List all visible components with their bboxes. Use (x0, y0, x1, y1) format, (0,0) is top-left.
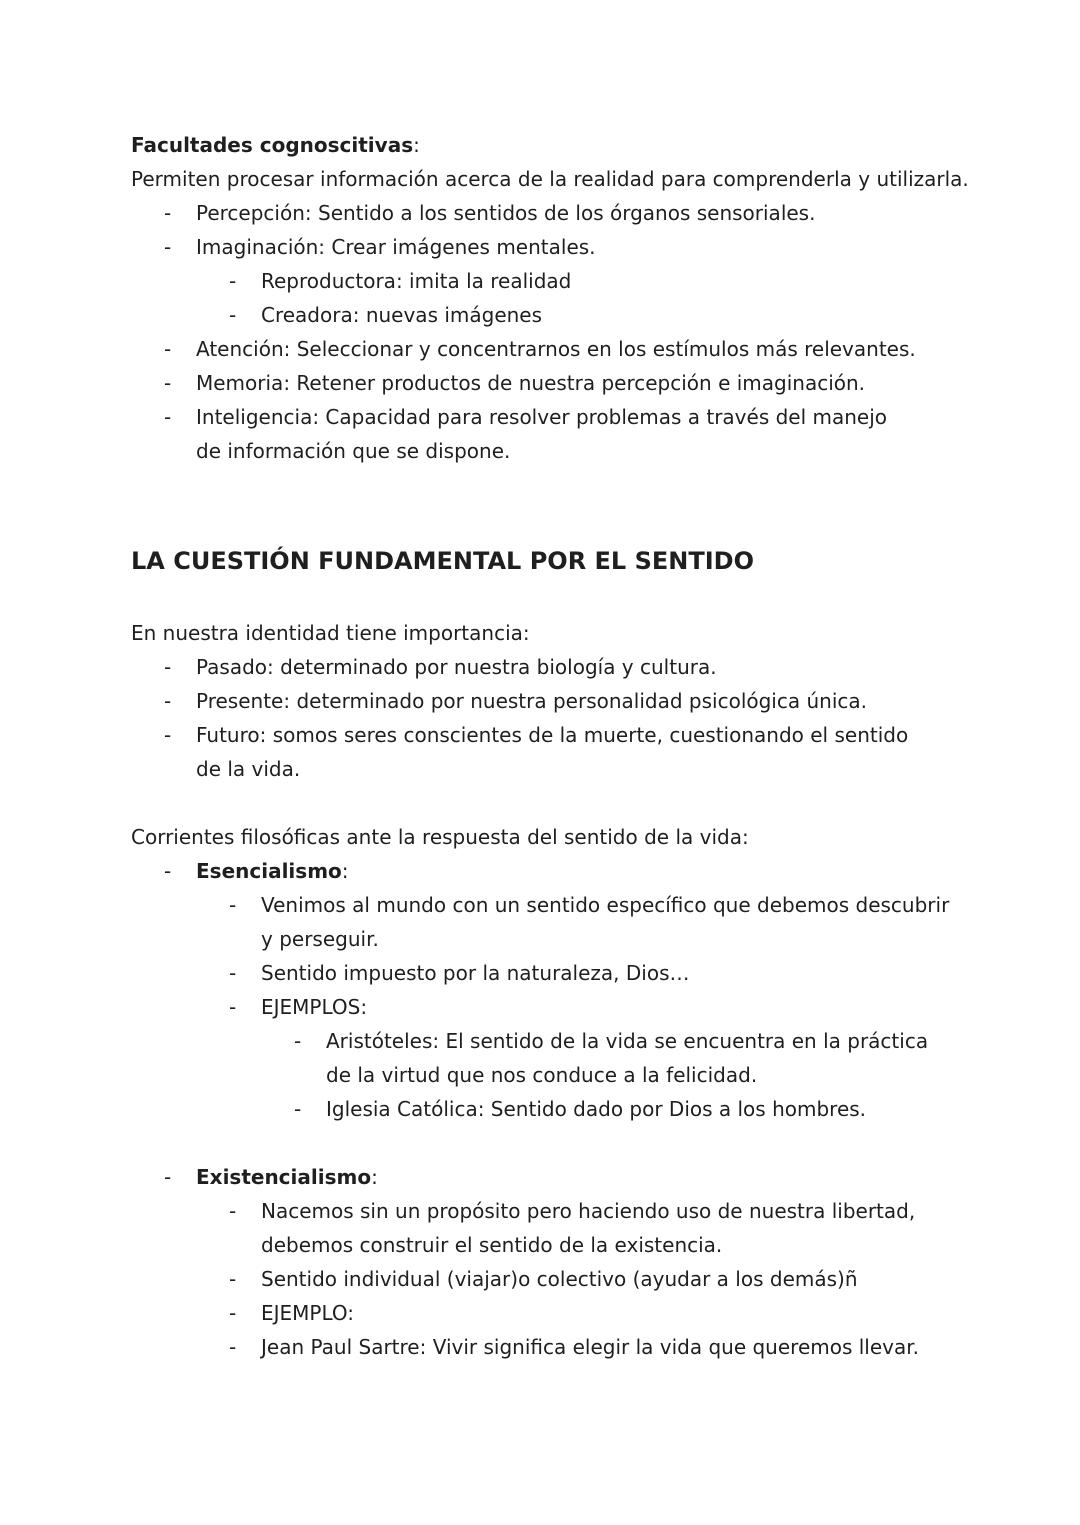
section-heading: LA CUESTIÓN FUNDAMENTAL POR EL SENTIDO (131, 547, 754, 575)
list-item-existencialismo: - Existencialismo: (164, 1165, 378, 1189)
list-item-esencialismo-1: - Venimos al mundo con un sentido específico que debemos descubrir y perseguir. (229, 893, 950, 951)
list-item-percepcion: - Percepción: Sentido a los sentidos de los órganos sensoriales. (164, 201, 816, 225)
list-item-imaginacion: - Imaginación: Crear imágenes mentales. (164, 235, 596, 259)
list-item-esencialismo-2: - Sentido impuesto por la naturaleza, Dios… (229, 961, 690, 985)
list-item-sartre: - Jean Paul Sartre: Vivir significa elegir la vida que queremos llevar. (229, 1335, 919, 1359)
list-item-pasado: - Pasado: determinado por nuestra biología y cultura. (164, 655, 717, 679)
section-intro: Permiten procesar información acerca de la realidad para comprenderla y utilizarla. (131, 167, 969, 191)
list-item-presente: - Presente: determinado por nuestra personalidad psicológica única. (164, 689, 867, 713)
list-item-memoria: - Memoria: Retener productos de nuestra percepción e imaginación. (164, 371, 866, 395)
list-item-iglesia: - Iglesia Católica: Sentido dado por Dios a los hombres. (294, 1097, 867, 1121)
list-item-futuro: - Futuro: somos seres conscientes de la muerte, cuestionando el sentido de la vida. (164, 723, 909, 781)
list-item-reproductora: - Reproductora: imita la realidad (229, 269, 572, 293)
list-item-creadora: - Creadora: nuevas imágenes (229, 303, 543, 327)
list-item-esencialismo-3: - EJEMPLOS: (229, 995, 368, 1019)
list-item-aristoteles: - Aristóteles: El sentido de la vida se encuentra en la práctica de la virtud que nos conduce a la felicidad. (294, 1029, 929, 1087)
currents-intro: Corrientes filosóficas ante la respuesta del sentido de la vida: (131, 825, 749, 849)
list-item-inteligencia: - Inteligencia: Capacidad para resolver problemas a través del manejo de información que se dispone. (164, 405, 888, 463)
list-item-existencialismo-3: - EJEMPLO: (229, 1301, 355, 1325)
section-title-facultades: Facultades cognoscitivas: (131, 133, 420, 157)
list-item-esencialismo: - Esencialismo: (164, 859, 349, 883)
list-item-existencialismo-2: - Sentido individual (viajar)o colectivo (ayudar a los demás)ñ (229, 1267, 858, 1291)
list-item-atencion: - Atención: Seleccionar y concentrarnos en los estímulos más relevantes. (164, 337, 916, 361)
identity-intro: En nuestra identidad tiene importancia: (131, 621, 530, 645)
document-page (131, 128, 969, 1364)
list-item-existencialismo-1: - Nacemos sin un propósito pero haciendo uso de nuestra libertad, debemos construir el sentido de la existencia. (229, 1199, 916, 1257)
